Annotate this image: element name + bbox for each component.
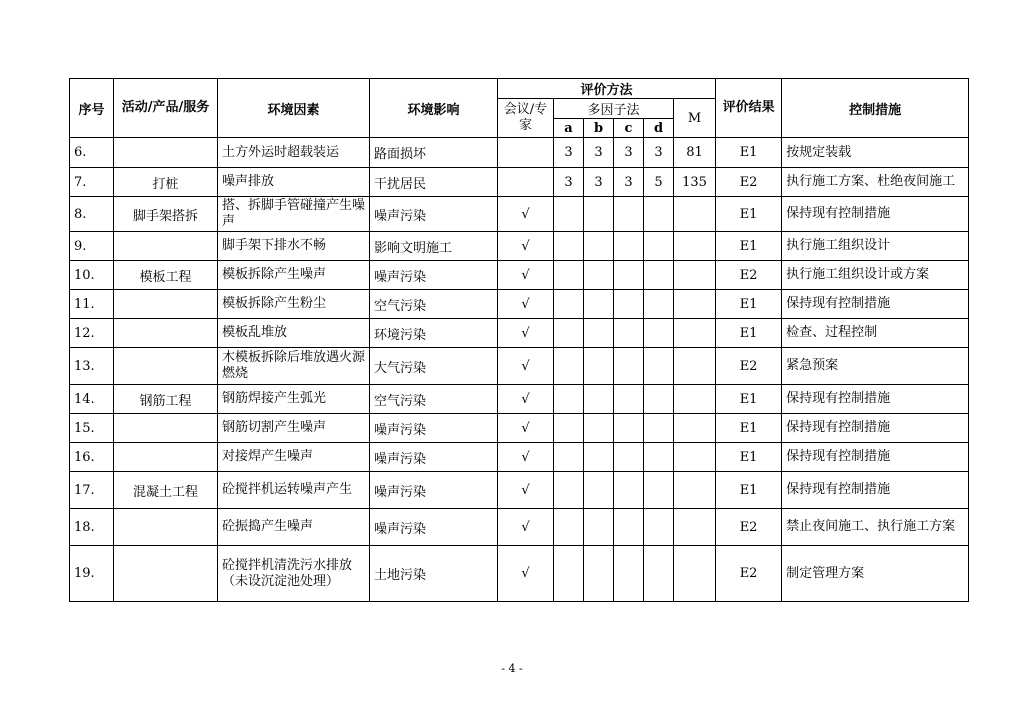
cell-d	[644, 261, 674, 290]
cell-b	[584, 232, 614, 261]
cell-activity	[114, 546, 218, 602]
cell-factor: 土方外运时超载装运	[218, 138, 370, 168]
cell-impact: 噪声污染	[370, 509, 498, 546]
cell-b	[584, 509, 614, 546]
cell-impact: 影响文明施工	[370, 232, 498, 261]
header-control: 控制措施	[782, 79, 969, 138]
table-header	[70, 79, 969, 138]
table-row	[70, 319, 969, 348]
cell-control: 执行施工组织设计或方案	[782, 261, 969, 290]
cell-no: 16.	[70, 443, 114, 472]
cell-m	[674, 261, 716, 290]
cell-c	[614, 443, 644, 472]
cell-activity: 打桩	[114, 168, 218, 197]
cell-m	[674, 546, 716, 602]
cell-activity	[114, 348, 218, 385]
cell-m	[674, 414, 716, 443]
cell-a	[554, 546, 584, 602]
cell-meeting: √	[498, 385, 554, 414]
cell-meeting: √	[498, 290, 554, 319]
cell-c	[614, 319, 644, 348]
header-a: a	[554, 119, 584, 138]
cell-impact: 噪声污染	[370, 472, 498, 509]
cell-impact: 噪声污染	[370, 443, 498, 472]
cell-d: 3	[644, 138, 674, 168]
header-impact: 环境影响	[370, 79, 498, 138]
cell-activity: 钢筋工程	[114, 385, 218, 414]
table-row	[70, 414, 969, 443]
cell-control: 保持现有控制措施	[782, 385, 969, 414]
cell-c	[614, 261, 644, 290]
cell-b	[584, 546, 614, 602]
cell-activity	[114, 319, 218, 348]
table-row	[70, 385, 969, 414]
cell-a	[554, 197, 584, 232]
cell-result: E2	[716, 509, 782, 546]
table-row	[70, 138, 969, 168]
cell-m	[674, 509, 716, 546]
header-multi-factor: 多因子法	[554, 99, 674, 119]
cell-a: 3	[554, 168, 584, 197]
cell-control: 保持现有控制措施	[782, 414, 969, 443]
cell-activity	[114, 290, 218, 319]
cell-b: 3	[584, 138, 614, 168]
cell-b	[584, 414, 614, 443]
cell-d: 5	[644, 168, 674, 197]
cell-b: 3	[584, 168, 614, 197]
cell-factor: 砼搅拌机清洗污水排放（未设沉淀池处理）	[218, 546, 370, 602]
cell-a	[554, 414, 584, 443]
cell-factor: 钢筋切割产生噪声	[218, 414, 370, 443]
cell-impact: 噪声污染	[370, 261, 498, 290]
cell-d	[644, 348, 674, 385]
cell-factor: 木模板拆除后堆放遇火源燃烧	[218, 348, 370, 385]
cell-a	[554, 348, 584, 385]
cell-activity	[114, 138, 218, 168]
cell-factor: 噪声排放	[218, 168, 370, 197]
cell-no: 10.	[70, 261, 114, 290]
cell-no: 11.	[70, 290, 114, 319]
cell-factor: 对接焊产生噪声	[218, 443, 370, 472]
cell-c: 3	[614, 138, 644, 168]
cell-factor: 砼振捣产生噪声	[218, 509, 370, 546]
page-number: - 4 -	[501, 662, 523, 675]
cell-b	[584, 348, 614, 385]
cell-impact: 干扰居民	[370, 168, 498, 197]
cell-d	[644, 546, 674, 602]
cell-meeting: √	[498, 348, 554, 385]
table-row	[70, 348, 969, 385]
cell-a	[554, 261, 584, 290]
cell-meeting	[498, 168, 554, 197]
cell-control: 检查、过程控制	[782, 319, 969, 348]
cell-result: E1	[716, 472, 782, 509]
cell-impact: 空气污染	[370, 385, 498, 414]
cell-no: 7.	[70, 168, 114, 197]
cell-result: E2	[716, 348, 782, 385]
cell-no: 17.	[70, 472, 114, 509]
cell-activity: 混凝土工程	[114, 472, 218, 509]
cell-impact: 土地污染	[370, 546, 498, 602]
table-row	[70, 443, 969, 472]
cell-m	[674, 232, 716, 261]
cell-meeting: √	[498, 546, 554, 602]
table-row	[70, 546, 969, 602]
cell-d	[644, 385, 674, 414]
cell-factor: 模板拆除产生粉尘	[218, 290, 370, 319]
cell-a	[554, 443, 584, 472]
cell-activity: 脚手架搭拆	[114, 197, 218, 232]
cell-c	[614, 348, 644, 385]
cell-no: 6.	[70, 138, 114, 168]
header-no: 序号	[70, 79, 114, 138]
cell-factor: 脚手架下排水不畅	[218, 232, 370, 261]
table-row	[70, 261, 969, 290]
cell-no: 12.	[70, 319, 114, 348]
cell-d	[644, 319, 674, 348]
cell-no: 13.	[70, 348, 114, 385]
header-b: b	[584, 119, 614, 138]
header-m: M	[674, 99, 716, 138]
cell-b	[584, 290, 614, 319]
table-row	[70, 472, 969, 509]
header-factor: 环境因素	[218, 79, 370, 138]
cell-control: 保持现有控制措施	[782, 472, 969, 509]
header-d: d	[644, 119, 674, 138]
cell-d	[644, 472, 674, 509]
cell-a	[554, 509, 584, 546]
cell-a	[554, 472, 584, 509]
cell-no: 9.	[70, 232, 114, 261]
cell-meeting: √	[498, 232, 554, 261]
header-result: 评价结果	[716, 79, 782, 138]
cell-m	[674, 385, 716, 414]
cell-c	[614, 414, 644, 443]
cell-result: E1	[716, 232, 782, 261]
cell-c	[614, 385, 644, 414]
cell-control: 保持现有控制措施	[782, 443, 969, 472]
cell-result: E1	[716, 319, 782, 348]
header-meeting: 会议/专家	[498, 99, 554, 138]
cell-c	[614, 546, 644, 602]
cell-factor: 模板乱堆放	[218, 319, 370, 348]
table-row	[70, 168, 969, 197]
table-row	[70, 509, 969, 546]
cell-impact: 环境污染	[370, 319, 498, 348]
cell-activity: 模板工程	[114, 261, 218, 290]
cell-result: E1	[716, 414, 782, 443]
cell-b	[584, 443, 614, 472]
cell-factor: 模板拆除产生噪声	[218, 261, 370, 290]
table-body	[70, 138, 969, 602]
cell-m	[674, 319, 716, 348]
cell-impact: 噪声污染	[370, 197, 498, 232]
cell-no: 8.	[70, 197, 114, 232]
cell-b	[584, 197, 614, 232]
header-c: c	[614, 119, 644, 138]
cell-m	[674, 197, 716, 232]
cell-meeting: √	[498, 414, 554, 443]
table-row	[70, 232, 969, 261]
cell-impact: 噪声污染	[370, 414, 498, 443]
cell-meeting	[498, 138, 554, 168]
cell-result: E1	[716, 197, 782, 232]
cell-d	[644, 232, 674, 261]
cell-b	[584, 319, 614, 348]
cell-factor: 砼搅拌机运转噪声产生	[218, 472, 370, 509]
cell-result: E1	[716, 290, 782, 319]
cell-control: 执行施工组织设计	[782, 232, 969, 261]
cell-control: 执行施工方案、杜绝夜间施工	[782, 168, 969, 197]
cell-control: 保持现有控制措施	[782, 197, 969, 232]
cell-result: E1	[716, 138, 782, 168]
cell-meeting: √	[498, 472, 554, 509]
cell-m: 81	[674, 138, 716, 168]
cell-d	[644, 414, 674, 443]
cell-d	[644, 290, 674, 319]
cell-c: 3	[614, 168, 644, 197]
cell-meeting: √	[498, 197, 554, 232]
table-row	[70, 290, 969, 319]
header-method: 评价方法	[498, 79, 716, 99]
cell-c	[614, 290, 644, 319]
cell-activity	[114, 414, 218, 443]
cell-meeting: √	[498, 261, 554, 290]
cell-c	[614, 509, 644, 546]
cell-d	[644, 443, 674, 472]
cell-b	[584, 261, 614, 290]
cell-a	[554, 290, 584, 319]
cell-result: E1	[716, 385, 782, 414]
cell-b	[584, 385, 614, 414]
cell-m	[674, 290, 716, 319]
cell-impact: 路面损坏	[370, 138, 498, 168]
cell-no: 14.	[70, 385, 114, 414]
cell-c	[614, 197, 644, 232]
cell-c	[614, 232, 644, 261]
cell-control: 紧急预案	[782, 348, 969, 385]
cell-m	[674, 443, 716, 472]
cell-factor: 搭、拆脚手管碰撞产生噪声	[218, 197, 370, 232]
cell-control: 保持现有控制措施	[782, 290, 969, 319]
cell-result: E1	[716, 443, 782, 472]
evaluation-table	[69, 78, 969, 602]
cell-a	[554, 385, 584, 414]
cell-meeting: √	[498, 509, 554, 546]
cell-a: 3	[554, 138, 584, 168]
cell-c	[614, 472, 644, 509]
cell-result: E2	[716, 546, 782, 602]
cell-control: 按规定装载	[782, 138, 969, 168]
table-row	[70, 197, 969, 232]
cell-control: 禁止夜间施工、执行施工方案	[782, 509, 969, 546]
cell-no: 15.	[70, 414, 114, 443]
cell-activity	[114, 443, 218, 472]
cell-d	[644, 509, 674, 546]
cell-a	[554, 319, 584, 348]
cell-meeting: √	[498, 319, 554, 348]
cell-a	[554, 232, 584, 261]
cell-meeting: √	[498, 443, 554, 472]
cell-result: E2	[716, 168, 782, 197]
header-activity: 活动/产品/服务	[114, 79, 218, 138]
cell-no: 19.	[70, 546, 114, 602]
cell-impact: 空气污染	[370, 290, 498, 319]
cell-m	[674, 472, 716, 509]
cell-activity	[114, 232, 218, 261]
cell-control: 制定管理方案	[782, 546, 969, 602]
cell-m: 135	[674, 168, 716, 197]
cell-result: E2	[716, 261, 782, 290]
cell-m	[674, 348, 716, 385]
cell-impact: 大气污染	[370, 348, 498, 385]
cell-factor: 钢筋焊接产生弧光	[218, 385, 370, 414]
cell-activity	[114, 509, 218, 546]
cell-no: 18.	[70, 509, 114, 546]
cell-b	[584, 472, 614, 509]
cell-d	[644, 197, 674, 232]
